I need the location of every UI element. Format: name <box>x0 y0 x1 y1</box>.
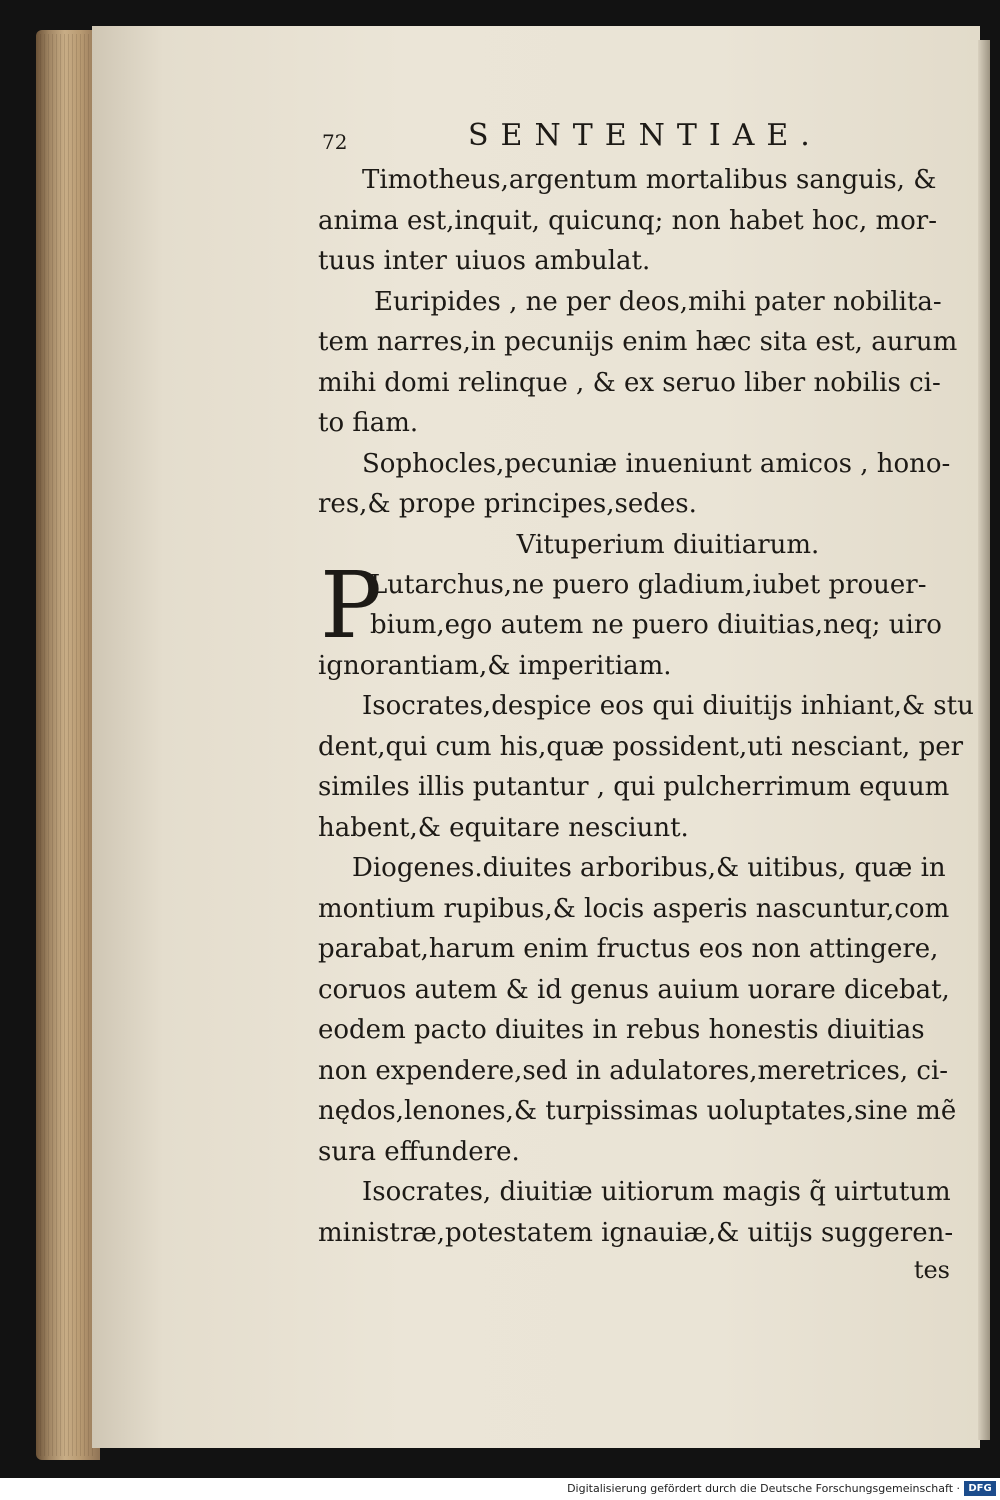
running-head <box>318 118 958 160</box>
text-line: habent,& equitare nesciunt. <box>318 812 689 843</box>
text-block <box>318 118 974 1287</box>
text-line: non expendere,sed in adulatores,meretrices, ci- <box>318 1055 949 1086</box>
text-line: Isocrates,despice eos qui diuitijs inhiant,& stu <box>362 691 974 721</box>
text-line: tem narres,in pecunijs enim hæc sita est, aurum <box>318 327 958 357</box>
text-line: res,& prope principes,sedes. <box>318 489 697 519</box>
paragraph-timotheus <box>318 160 958 282</box>
text-line: nędos,lenones,& turpissimas uoluptates,sine mẽ <box>318 1096 957 1126</box>
text-line: bium,ego autem ne puero diuitias,neq; uiro <box>370 610 942 640</box>
text-line: eodem pacto diuites in rebus honestis diuitias <box>318 1015 925 1045</box>
book-gutter <box>978 40 990 1440</box>
paragraph-euripides <box>318 282 958 444</box>
paragraph-isocrates-2 <box>318 1172 958 1253</box>
dfg-logo: DFG <box>964 1481 996 1496</box>
text-line: ignorantiam,& imperitiam. <box>318 650 672 681</box>
paragraph-isocrates-1 <box>318 686 974 848</box>
text-line: Isocrates, diuitiæ uitiorum magis q̃ uirtutum <box>362 1177 951 1207</box>
initial-paragraph-text <box>318 551 958 687</box>
page-number: 72 <box>322 130 348 154</box>
text-line: montium rupibus,& locis asperis nascuntur,com <box>318 893 950 924</box>
text-line: similes illis putantur , qui pulcherrimum equum <box>318 772 950 802</box>
text-line: parabat,harum enim fructus eos non attingere, <box>318 934 939 964</box>
running-title: SENTENTIAE. <box>468 118 822 153</box>
text-line: ministræ,potestatem ignauiæ,& uitijs suggeren- <box>318 1217 954 1248</box>
text-line: anima est,inquit, quicunq; non habet hoc, mor- <box>318 205 937 236</box>
book-page-edge-lines <box>40 34 96 1456</box>
text-line: Diogenes.diuites arboribus,& uitibus, quæ in <box>352 853 946 883</box>
drop-cap: P <box>320 551 382 659</box>
text-line: mihi domi relinque , & ex seruo liber nobilis ci- <box>318 367 941 398</box>
paragraph-plutarchus <box>318 551 958 687</box>
text-line: coruos autem & id genus auium uorare dicebat, <box>318 974 950 1005</box>
catchword: tes <box>913 1256 950 1284</box>
funding-notice: Digitalisierung gefördert durch die Deutsche Forschungsgemeinschaft · <box>567 1482 960 1495</box>
text-line: to fiam. <box>318 408 419 438</box>
text-line: Timotheus,argentum mortalibus sanguis, & <box>362 165 937 195</box>
text-line: sura effundere. <box>318 1136 520 1167</box>
text-line: Euripides , ne per deos,mihi pater nobilita- <box>374 286 942 317</box>
text-line: dent,qui cum his,quæ possident,uti nesciant, per <box>318 731 964 762</box>
text-line: Sophocles,pecuniæ inueniunt amicos , hono- <box>362 448 951 479</box>
section-heading: Vituperium diuitiarum. <box>516 529 820 560</box>
text-line: Lutarchus,ne puero gladium,iubet prouer- <box>370 569 927 600</box>
digitization-footer <box>0 1478 1000 1500</box>
paragraph-diogenes <box>318 848 958 1172</box>
text-line: tuus inter uiuos ambulat. <box>318 246 651 276</box>
paragraph-sophocles <box>318 444 958 525</box>
